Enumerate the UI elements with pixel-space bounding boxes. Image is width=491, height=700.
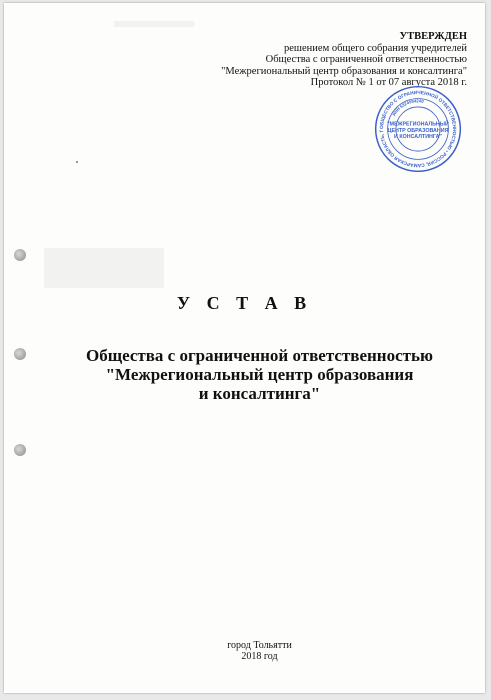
svg-text:ЦЕНТР ОБРАЗОВАНИЯ: ЦЕНТР ОБРАЗОВАНИЯ xyxy=(387,127,449,134)
org-line: и консалтинга" xyxy=(198,384,321,403)
approval-block xyxy=(221,31,467,89)
svg-text:И КОНСАЛТИНГА": И КОНСАЛТИНГА" xyxy=(394,134,442,141)
bleed-through-mark xyxy=(44,248,164,288)
punch-hole xyxy=(14,249,26,261)
org-line: Общества с ограниченной ответственностью xyxy=(86,346,433,365)
approval-line: Общества с ограниченной ответственностью xyxy=(265,54,467,65)
approval-heading: УТВЕРЖДЕН xyxy=(399,31,467,42)
org-line: "Межрегиональный центр образования xyxy=(105,365,414,384)
approval-protocol: Протокол № 1 от 07 августа 2018 г. xyxy=(310,77,467,88)
approval-line: "Межрегиональный центр образования и консалтинга" xyxy=(221,65,467,77)
company-seal xyxy=(372,83,464,175)
document-footer xyxy=(34,640,485,662)
scan-speck xyxy=(76,161,78,163)
punch-hole xyxy=(14,444,26,456)
bleed-through-mark xyxy=(114,21,194,27)
punch-hole xyxy=(14,348,26,360)
document-title: У С Т А В xyxy=(176,293,313,313)
approval-line: решением общего собрания учредителей xyxy=(284,42,467,54)
year-label: 2018 год xyxy=(241,651,278,662)
organization-name xyxy=(34,346,485,403)
svg-text:ОБЩЕСТВО С ОГРАНИЧЕННОЙ ОТВЕТС: ОБЩЕСТВО С ОГРАНИЧЕННОЙ ОТВЕТСТВЕННОСТЬЮ • РОССИЯ, САМАРСКАЯ ОБЛАСТЬ, Г xyxy=(379,91,456,168)
city-label: город Тольятти xyxy=(227,640,292,651)
svg-text:"МЕЖРЕГИОНАЛЬНЫЙ: "МЕЖРЕГИОНАЛЬНЫЙ xyxy=(387,121,449,128)
document-page xyxy=(4,3,485,693)
svg-text:ИНН 6324094240: ИНН 6324094240 xyxy=(391,98,425,117)
